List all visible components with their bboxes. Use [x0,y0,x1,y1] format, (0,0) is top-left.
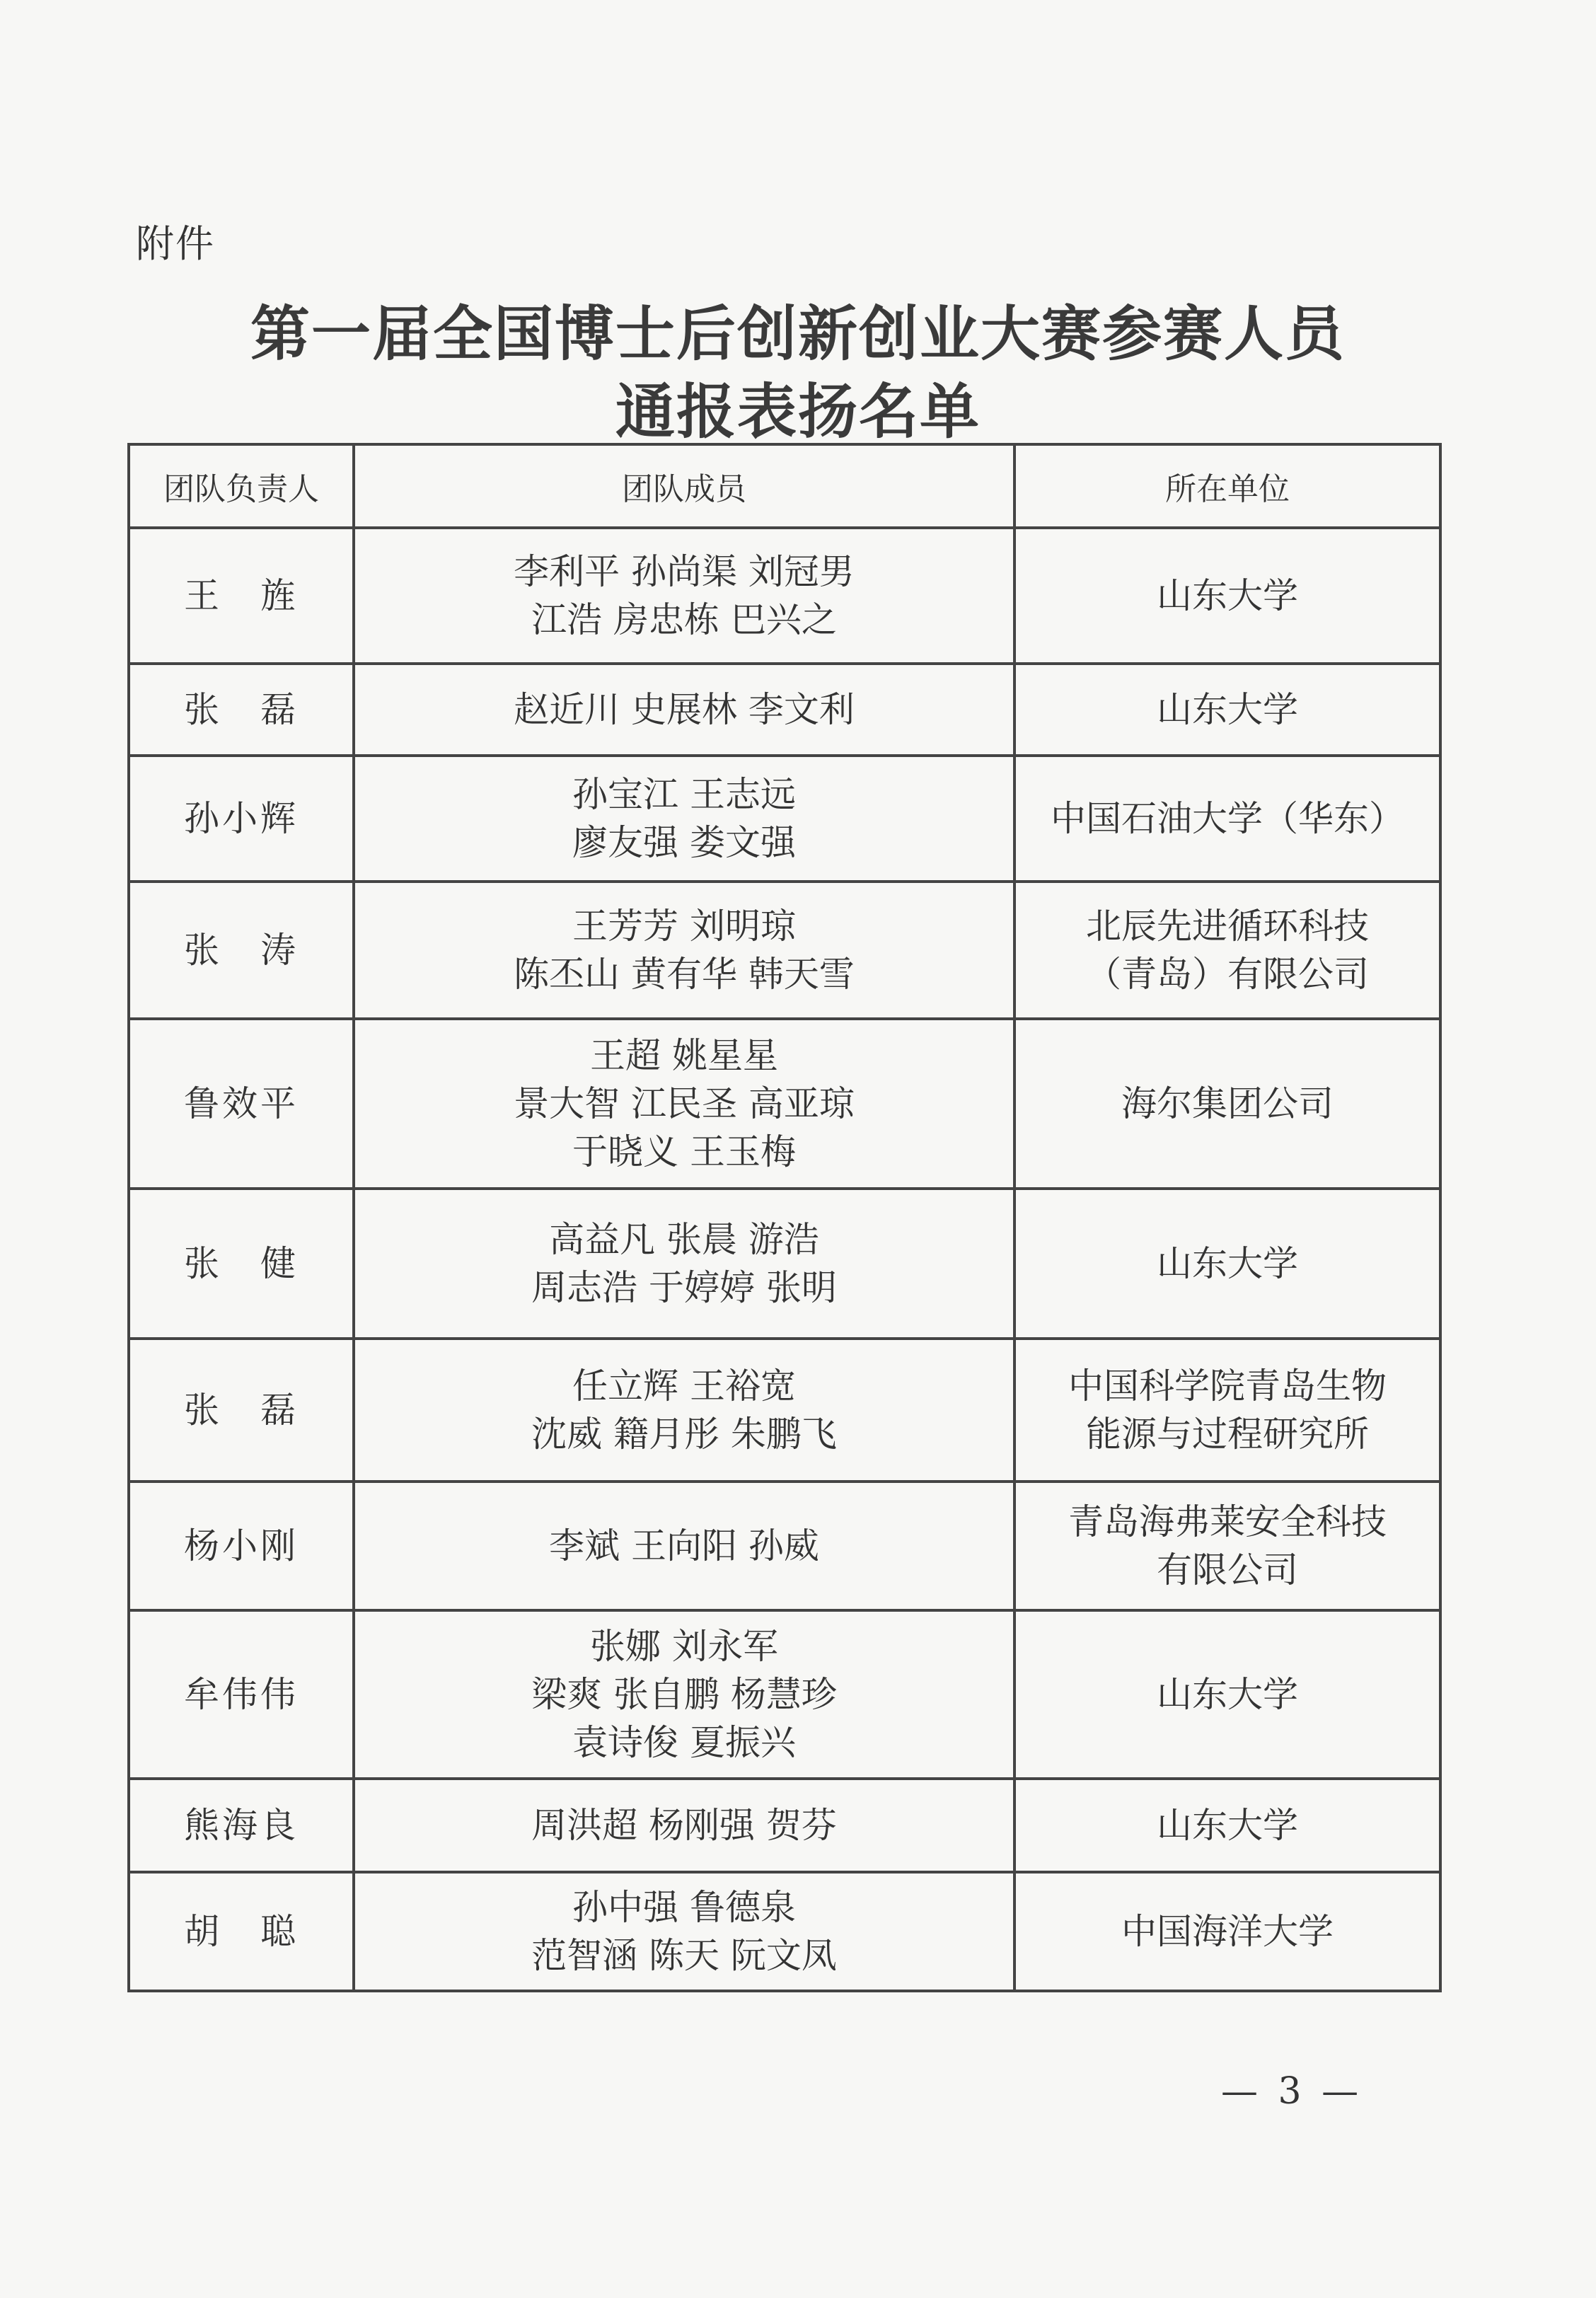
member-line: 周洪超 杨刚强 贺芬 [531,1805,837,1846]
table-row [129,1779,1440,1872]
member-line: 于晓义 王玉梅 [572,1131,796,1172]
table-row [129,1189,1440,1339]
member-line: 王超 姚星星 [590,1035,778,1076]
team-leader-cell: 鲁效平 [129,1019,354,1189]
table-row [129,882,1440,1019]
affiliation-line: 有限公司 [1157,1549,1298,1590]
member-line: 李利平 孙尚渠 刘冠男 [514,551,855,592]
table-row [129,664,1440,756]
affiliation-line: 山东大学 [1157,575,1298,616]
affiliation-line: 山东大学 [1157,1805,1298,1846]
table-row [129,1339,1440,1482]
page-number: — 3 — [1221,2070,1363,2113]
member-line: 张娜 刘永军 [590,1626,778,1667]
team-members-cell [354,1019,1014,1189]
team-members-cell [354,1610,1014,1779]
member-line: 李斌 王向阳 孙威 [549,1525,819,1566]
team-members-cell [354,756,1014,882]
member-line: 赵近川 史展林 李文利 [514,689,855,730]
affiliation-line: 山东大学 [1157,1674,1298,1715]
member-line: 孙宝江 王志远 [572,774,796,815]
team-leader-cell: 张 磊 [129,664,354,756]
affiliation-line: 青岛海弗莱安全科技 [1068,1501,1387,1542]
member-line: 孙中强 鲁德泉 [572,1887,796,1928]
team-members-cell [354,1872,1014,1991]
table-row [129,756,1440,882]
table-row [129,1872,1440,1991]
affiliation-line: 中国科学院青岛生物 [1068,1365,1387,1407]
header-affiliation: 所在单位 [1014,444,1440,528]
team-members-cell [354,1339,1014,1482]
team-members-cell [354,882,1014,1019]
header-team-members: 团队成员 [354,444,1014,528]
affiliation-line: 中国海洋大学 [1121,1911,1334,1952]
team-members-cell [354,528,1014,664]
affiliation-cell [1014,756,1440,882]
affiliation-cell [1014,1610,1440,1779]
document-title: 第一届全国博士后创新创业大赛参赛人员 [250,299,1346,369]
member-line: 袁诗俊 夏振兴 [572,1722,796,1763]
affiliation-cell [1014,664,1440,756]
member-line: 景大智 江民圣 高亚琼 [514,1083,855,1124]
table-header-row [129,444,1440,528]
member-line: 沈威 籍月彤 朱鹏飞 [531,1414,837,1455]
table-row [129,1482,1440,1610]
affiliation-cell [1014,1339,1440,1482]
table-row [129,1610,1440,1779]
member-line: 陈丕山 黄有华 韩天雪 [514,954,855,995]
member-line: 高益凡 张晨 游浩 [549,1219,819,1260]
affiliation-line: 山东大学 [1157,689,1298,730]
header-team-leader: 团队负责人 [129,444,354,528]
team-leader-cell: 熊海良 [129,1779,354,1872]
member-line: 周志浩 于婷婷 张明 [531,1267,837,1308]
team-leader-cell: 牟伟伟 [129,1610,354,1779]
member-line: 江浩 房忠栋 巴兴之 [531,599,837,640]
member-line: 王芳芳 刘明琼 [572,906,796,947]
affiliation-cell [1014,1189,1440,1339]
team-members-cell [354,1189,1014,1339]
team-leader-cell: 杨小刚 [129,1482,354,1610]
team-leader-cell: 王 旌 [129,528,354,664]
team-members-cell [354,664,1014,756]
table-row [129,528,1440,664]
affiliation-line: 山东大学 [1157,1243,1298,1284]
affiliation-cell [1014,882,1440,1019]
member-line: 范智涵 陈天 阮文凤 [531,1935,837,1976]
team-members-cell [354,1779,1014,1872]
affiliation-cell [1014,1872,1440,1991]
member-line: 任立辉 王裕宽 [572,1365,796,1407]
member-line: 梁爽 张自鹏 杨慧珍 [531,1674,837,1715]
affiliation-cell [1014,528,1440,664]
team-leader-cell: 张 涛 [129,882,354,1019]
affiliation-line: （青岛）有限公司 [1086,954,1369,995]
attachment-label: 附件 [136,221,215,266]
member-line: 廖友强 娄文强 [572,822,796,863]
affiliation-line: 海尔集团公司 [1121,1083,1334,1124]
affiliation-cell [1014,1019,1440,1189]
affiliation-line: 能源与过程研究所 [1086,1414,1369,1455]
table-row [129,1019,1440,1189]
affiliation-line: 北辰先进循环科技 [1086,906,1369,947]
team-leader-cell: 胡 聪 [129,1872,354,1991]
team-leader-cell: 孙小辉 [129,756,354,882]
affiliation-line: 中国石油大学（华东） [1051,798,1404,839]
roster-table [127,443,1442,1992]
team-members-cell [354,1482,1014,1610]
team-leader-cell: 张 健 [129,1189,354,1339]
affiliation-cell [1014,1779,1440,1872]
affiliation-cell [1014,1482,1440,1610]
team-leader-cell: 张 磊 [129,1339,354,1482]
document-subtitle: 通报表扬名单 [615,377,981,446]
